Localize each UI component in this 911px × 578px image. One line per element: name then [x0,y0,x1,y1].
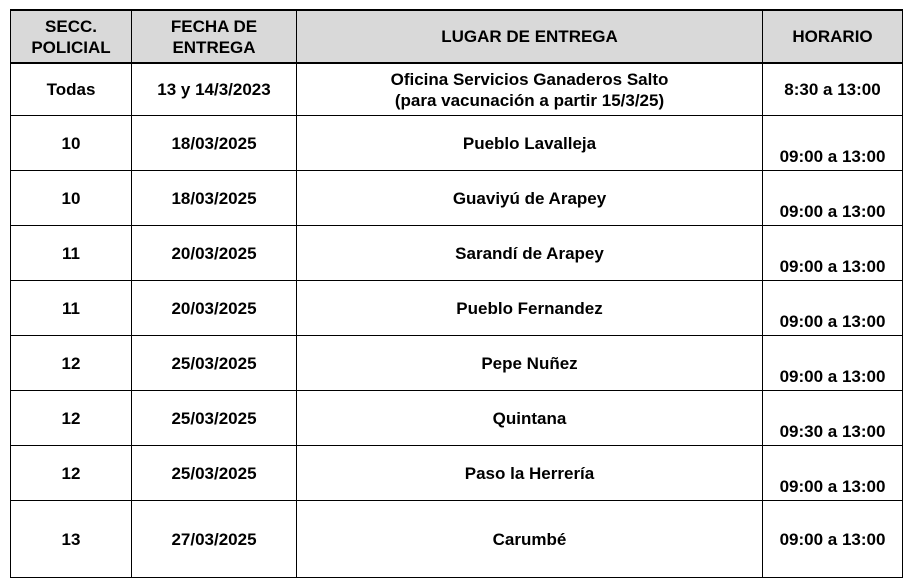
table-row [11,226,903,281]
cell-fecha: 20/03/2025 [132,226,297,281]
table-row [11,391,903,446]
cell-seccion: 12 [11,391,132,446]
table-row [11,171,903,226]
cell-fecha: 18/03/2025 [132,171,297,226]
header-fecha-entrega [132,10,297,63]
header-fecha-line2: ENTREGA [172,37,256,57]
cell-fecha: 27/03/2025 [132,501,297,578]
cell-horario: 09:00 a 13:00 [763,501,903,578]
cell-seccion: 12 [11,446,132,501]
cell-fecha: 18/03/2025 [132,116,297,171]
cell-seccion: 11 [11,226,132,281]
cell-lugar: Pueblo Fernandez [297,281,763,336]
table-header-row [11,10,903,63]
header-seccion-line1: SECC. [45,16,97,36]
cell-fecha: 25/03/2025 [132,336,297,391]
cell-horario: 09:30 a 13:00 [763,391,903,446]
cell-horario: 09:00 a 13:00 [763,116,903,171]
cell-lugar: Paso la Herrería [297,446,763,501]
cell-fecha: 25/03/2025 [132,446,297,501]
cell-horario: 09:00 a 13:00 [763,281,903,336]
header-lugar-entrega: LUGAR DE ENTREGA [297,10,763,63]
cell-fecha: 25/03/2025 [132,391,297,446]
cell-horario: 09:00 a 13:00 [763,171,903,226]
cell-horario: 09:00 a 13:00 [763,336,903,391]
cell-lugar-line2: (para vacunación a partir 15/3/25) [394,90,665,110]
cell-lugar: Guaviyú de Arapey [297,171,763,226]
cell-seccion: 10 [11,116,132,171]
cell-lugar: Quintana [297,391,763,446]
cell-seccion: 12 [11,336,132,391]
header-seccion-line2: POLICIAL [31,37,111,57]
cell-fecha: 20/03/2025 [132,281,297,336]
cell-seccion: Todas [11,63,132,116]
cell-lugar: Pepe Nuñez [297,336,763,391]
cell-horario: 09:00 a 13:00 [763,226,903,281]
table-row [11,63,903,116]
cell-seccion: 13 [11,501,132,578]
table-row [11,281,903,336]
table-row [11,446,903,501]
cell-fecha: 13 y 14/3/2023 [132,63,297,116]
delivery-schedule-table [10,9,903,578]
cell-lugar: Sarandí de Arapey [297,226,763,281]
cell-lugar: Carumbé [297,501,763,578]
cell-lugar [297,63,763,116]
header-fecha-line1: FECHA DE [170,16,258,36]
header-seccion-policial [11,10,132,63]
cell-seccion: 11 [11,281,132,336]
header-horario: HORARIO [763,10,903,63]
cell-lugar-line1: Oficina Servicios Ganaderos Salto [390,69,669,89]
cell-lugar: Pueblo Lavalleja [297,116,763,171]
table-row [11,501,903,578]
table-row [11,116,903,171]
table-row [11,336,903,391]
cell-horario: 8:30 a 13:00 [763,63,903,116]
cell-seccion: 10 [11,171,132,226]
cell-horario: 09:00 a 13:00 [763,446,903,501]
